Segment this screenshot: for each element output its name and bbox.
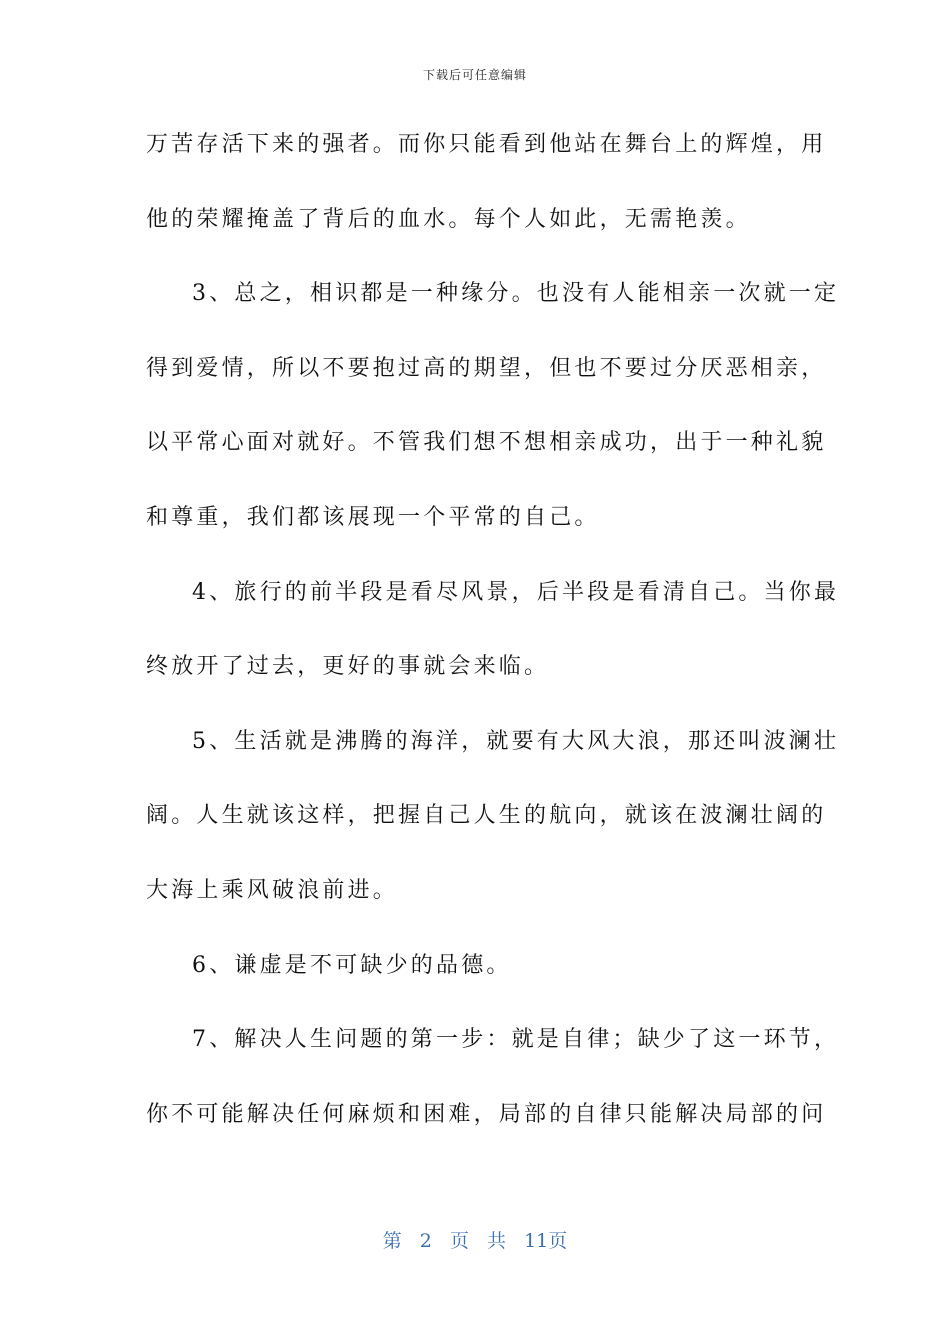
text-line: 他的荣耀掩盖了背后的血水。每个人如此，无需艳羡。 [146,206,751,232]
text-line: 5、生活就是沸腾的海洋，就要有大风大浪，那还叫波澜壮 [192,728,840,754]
footer-word-di: 第 [382,1230,402,1252]
footer-word-gong: 共 [487,1230,507,1252]
header-note: 下载后可任意编辑 [422,68,527,82]
text-line: 大海上乘风破浪前进。 [146,877,399,903]
page-footer [0,1226,950,1253]
text-line: 阔。人生就该这样，把握自己人生的航向，就该在波澜壮阔的 [146,803,827,829]
text-line: 和尊重，我们都该展现一个平常的自己。 [146,504,600,530]
text-line: 3、总之，相识都是一种缘分。也没有人能相亲一次就一定 [192,281,840,307]
footer-total-pages: 11页 [524,1230,568,1252]
text-line: 万苦存活下来的强者。而你只能看到他站在舞台上的辉煌，用 [146,132,827,157]
text-line: 以平常心面对就好。不管我们想不想相亲成功，出于一种礼貌 [146,430,827,456]
text-line: 7、解决人生问题的第一步：就是自律；缺少了这一环节， [192,1027,840,1053]
footer-current-page: 2 [419,1230,432,1252]
text-line: 4、旅行的前半段是看尽风景，后半段是看清自己。当你最 [192,579,840,605]
text-line: 终放开了过去，更好的事就会来临。 [146,654,550,680]
text-line: 得到爱情，所以不要抱过高的期望，但也不要过分厌恶相亲， [146,355,827,381]
document-body [146,120,840,1164]
text-line: 你不可能解决任何麻烦和困难，局部的自律只能解决局部的问 [146,1101,827,1127]
text-line: 6、谦虚是不可缺少的品德。 [192,952,512,978]
footer-word-ye: 页 [449,1230,469,1252]
